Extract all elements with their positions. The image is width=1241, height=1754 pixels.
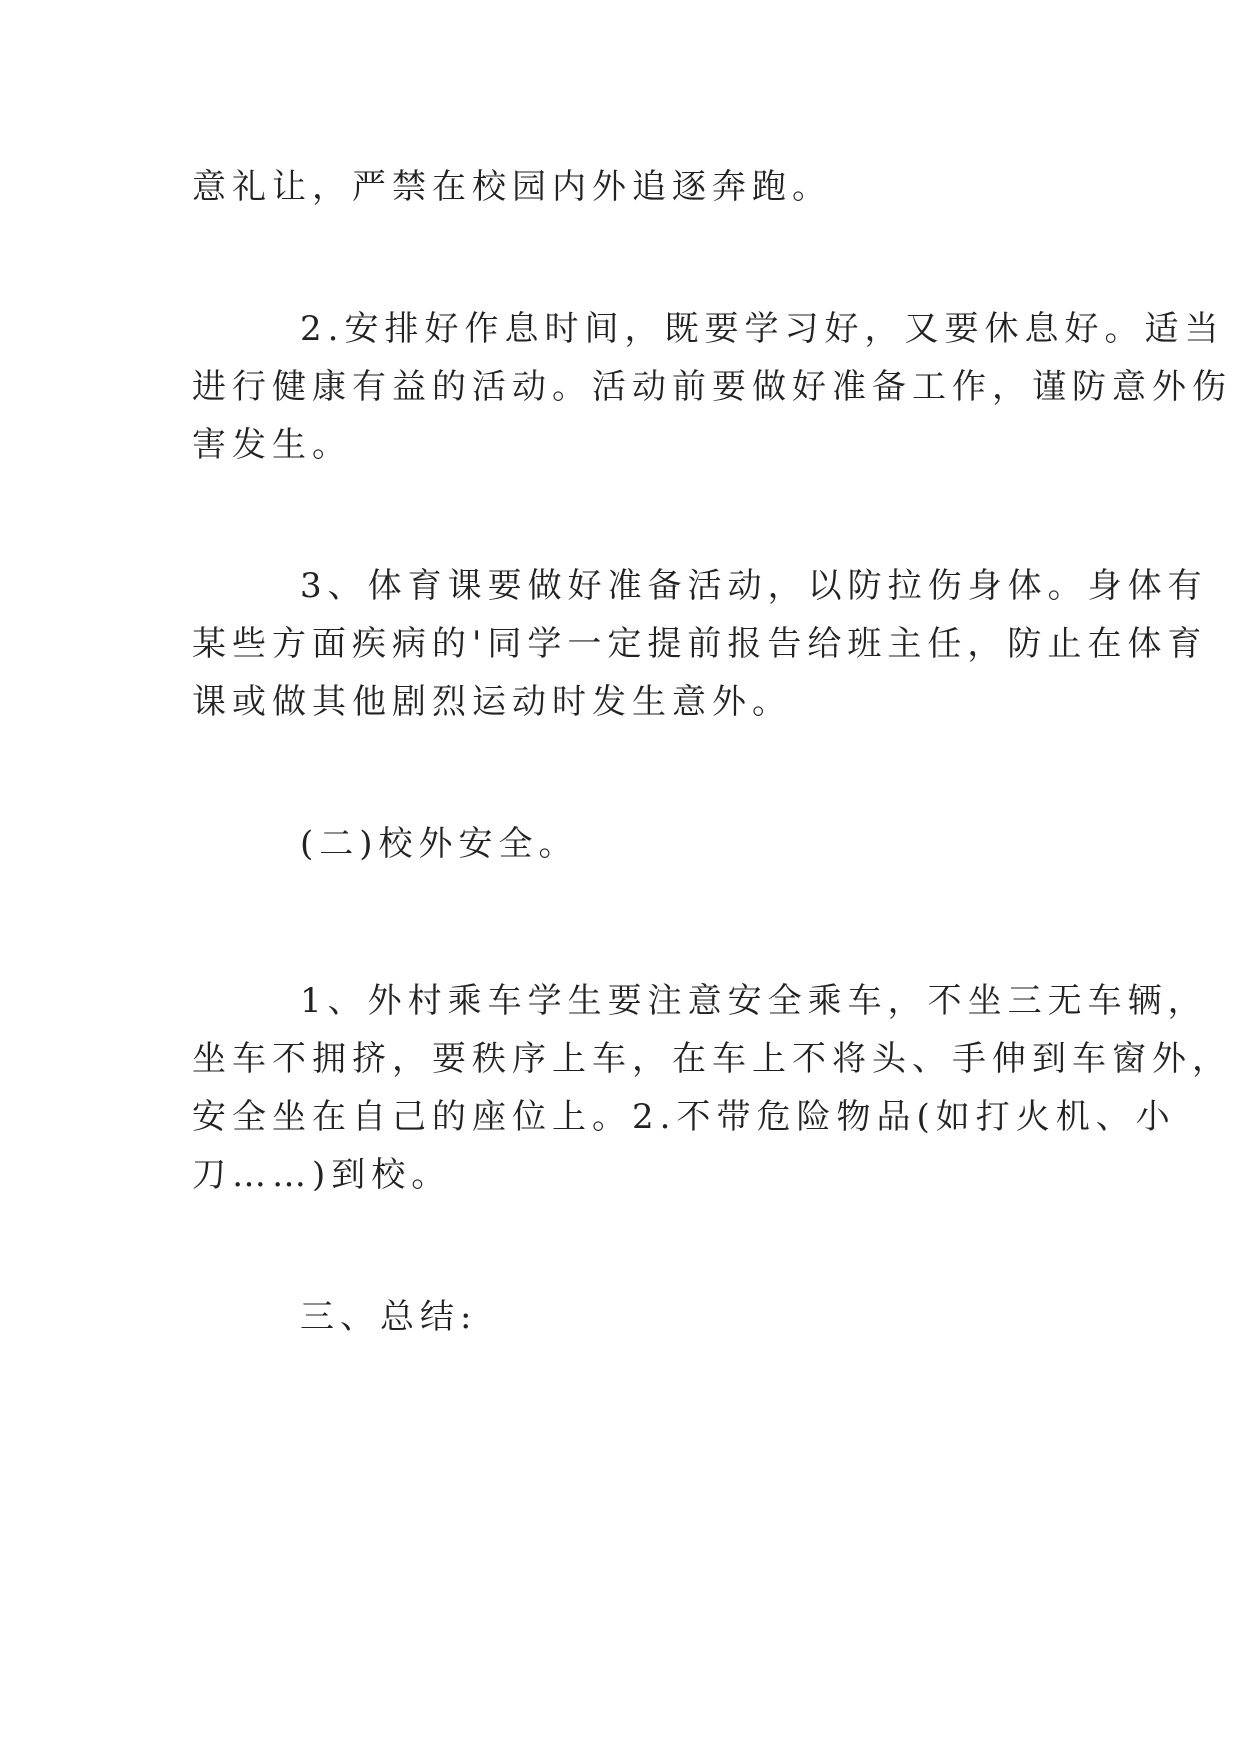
section-heading-text: (二)校外安全。 (300, 824, 579, 864)
paragraph-line: 课或做其他剧烈运动时发生意外。 (192, 682, 792, 722)
paragraph-line: 意礼让，严禁在校园内外追逐奔跑。 (192, 167, 832, 207)
section-heading-off-campus (192, 815, 1062, 873)
paragraph-5 (192, 972, 1232, 1204)
paragraph-2 (192, 300, 1232, 474)
paragraph-line: 2.安排好作息时间，既要学习好，又要休息好。适当 (300, 309, 1225, 349)
paragraph-line: 安全坐在自己的座位上。2.不带危险物品(如打火机、小 (192, 1097, 1176, 1137)
paragraph-line: 1、外村乘车学生要注意安全乘车，不坐三无车辆， (300, 981, 1208, 1021)
paragraph-line: 害发生。 (192, 425, 352, 465)
paragraph-3 (192, 557, 1208, 731)
paragraph-line: 进行健康有益的活动。活动前要做好准备工作，谨防意外伤 (192, 367, 1232, 407)
paragraph-line: 刀……)到校。 (192, 1155, 452, 1195)
section-heading-text: 三、总结: (300, 1297, 478, 1337)
paragraph-1 (192, 158, 1062, 216)
section-heading-summary (192, 1288, 1062, 1346)
paragraph-line: 3、体育课要做好准备活动，以防拉伤身体。身体有 (300, 566, 1208, 606)
paragraph-line: 坐车不拥挤，要秩序上车，在车上不将头、手伸到车窗外， (192, 1039, 1232, 1079)
paragraph-line: 某些方面疾病的'同学一定提前报告给班主任，防止在体育 (192, 624, 1208, 664)
